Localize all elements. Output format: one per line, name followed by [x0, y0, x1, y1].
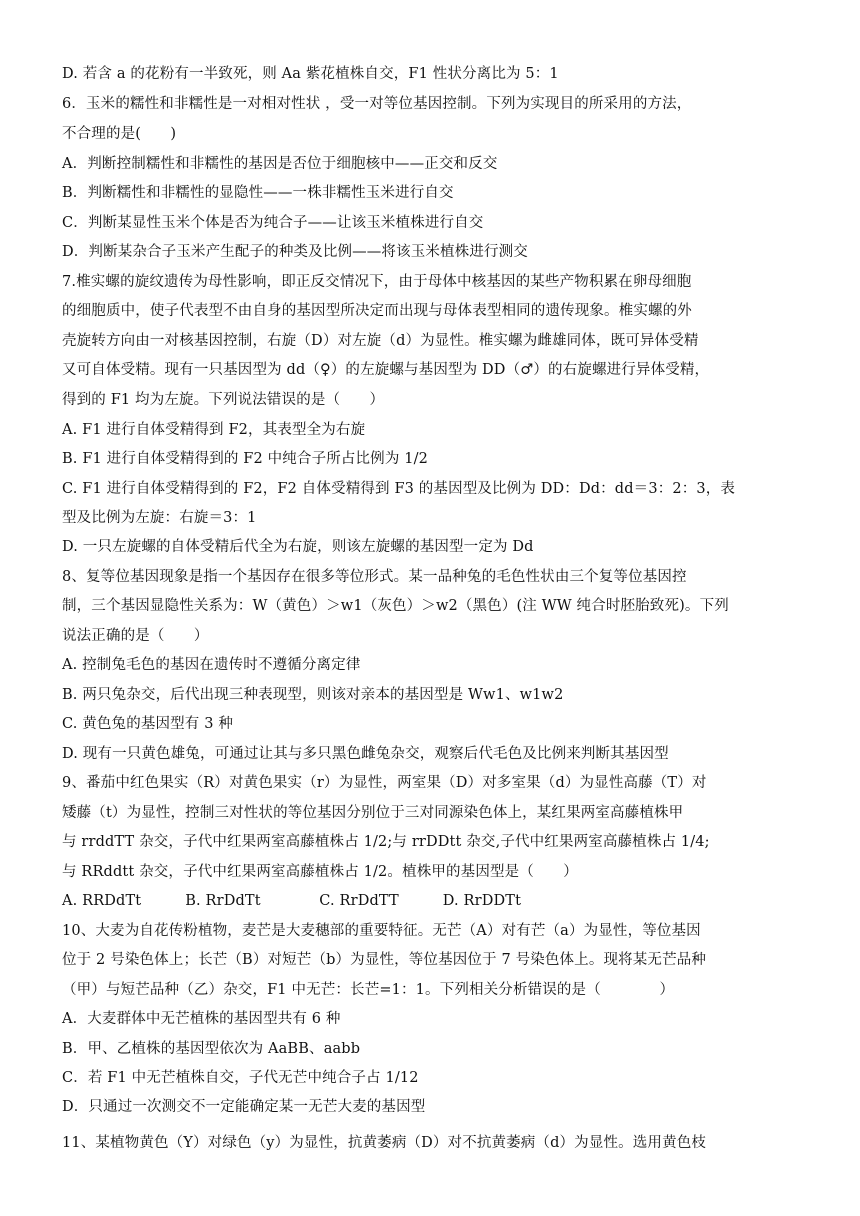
options-row: A. RRDdTt B. RrDdTt C. RrDdTT D. RrDDTt	[62, 893, 522, 909]
question-7-stem: 7.椎实螺的旋纹遗传为母性影响，即正反交情况下，由于母体中核基因的某些产物积累在卵母细胞	[62, 274, 692, 290]
text-line: 与 rrddTT 杂交，子代中红果两室高藤植株占 1/2;与 rrDDtt 杂交,子代中红果两室高藤植株占 1/4;	[62, 834, 710, 850]
option-a: A．大麦群体中无芒植株的基因型共有 6 种	[62, 1011, 341, 1027]
question-11-stem: 11、某植物黄色（Y）对绿色（y）为显性，抗黄萎病（D）对不抗黄萎病（d）为显性。选用黄色枝	[62, 1135, 707, 1151]
option-d: D. 现有一只黄色雄兔，可通过让其与多只黑色雌兔杂交，观察后代毛色及比例来判断其基因型	[62, 746, 669, 762]
text-line: 壳旋转方向由一对核基因控制，右旋（D）对左旋（d）为显性。椎实螺为雌雄同体，既可异体受精	[62, 333, 699, 349]
option-a: A．判断控制糯性和非糯性的基因是否位于细胞核中——正交和反交	[62, 156, 498, 172]
option-d: D. 一只左旋螺的自体受精后代全为右旋，则该左旋螺的基因型一定为 Dd	[62, 539, 534, 555]
text-line: 矮藤（t）为显性，控制三对性状的等位基因分别位于三对同源染色体上，某红果两室高藤植株甲	[62, 805, 684, 821]
option-b: B．判断糯性和非糯性的显隐性——一株非糯性玉米进行自交	[62, 185, 454, 201]
text-line: 与 RRddtt 杂交，子代中红果两室高藤植株占 1/2。植株甲的基因型是（ ）	[62, 864, 578, 880]
option-b: B. F1 进行自体受精得到的 F2 中纯合子所占比例为 1/2	[62, 451, 429, 467]
option-c: C．若 F1 中无芒植株自交，子代无芒中纯合子占 1/12	[62, 1070, 419, 1086]
text-line: 又可自体受精。现有一只基因型为 dd（♀）的左旋螺与基因型为 DD（♂）的右旋螺进行异体受精，	[62, 362, 710, 378]
text-line: 说法正确的是（ ）	[62, 628, 209, 644]
option-b: B. 两只兔杂交，后代出现三种表现型，则该对亲本的基因型是 Ww1、w1w2	[62, 687, 564, 703]
text-line: （甲）与短芒品种（乙）杂交，F1 中无芒：长芒=1：1。下列相关分析错误的是（ ）	[62, 982, 675, 998]
question-6-stem: 6．玉米的糯性和非糯性是一对相对性状 ，受一对等位基因控制。下列为实现目的所采用的方法，	[62, 96, 692, 112]
text-line: 制，三个基因显隐性关系为：W（黄色）＞w1（灰色）＞w2（黑色）(注 WW 纯合时胚胎致死)。下列	[62, 598, 729, 614]
text-line: 的细胞质中，使子代表型不由自身的基因型所决定而出现与母体表型相同的遗传现象。椎实螺的外	[62, 303, 692, 319]
text-line: 得到的 F1 均为左旋。下列说法错误的是（ ）	[62, 392, 385, 408]
text-line: D. 若含 a 的花粉有一半致死，则 Aa 紫花植株自交，F1 性状分离比为 5：1	[62, 66, 559, 82]
option-c: C. 黄色兔的基因型有 3 种	[62, 716, 233, 732]
option-d: D．只通过一次测交不一定能确定某一无芒大麦的基因型	[62, 1099, 426, 1115]
text-line: 位于 2 号染色体上；长芒（B）对短芒（b）为显性，等位基因位于 7 号染色体上。现将某无芒品种	[62, 952, 707, 968]
option-b: B．甲、乙植株的基因型依次为 AaBB、aabb	[62, 1041, 361, 1057]
text-line: 型及比例为左旋：右旋＝3：1	[62, 510, 257, 526]
option-a: A. 控制兔毛色的基因在遗传时不遵循分离定律	[62, 657, 361, 673]
option-c: C．判断某显性玉米个体是否为纯合子——让该玉米植株进行自交	[62, 215, 484, 231]
question-8-stem: 8、复等位基因现象是指一个基因存在很多等位形式。某一品种兔的毛色性状由三个复等位基因控	[62, 569, 687, 585]
option-c: C. F1 进行自体受精得到的 F2，F2 自体受精得到 F3 的基因型及比例为 DD：Dd：dd＝3：2：3，表	[62, 481, 736, 497]
option-a: A. F1 进行自体受精得到 F2，其表型全为右旋	[62, 422, 366, 438]
question-10-stem: 10、大麦为自花传粉植物，麦芒是大麦穗部的重要特征。无芒（A）对有芒（a）为显性，等位基因	[62, 923, 701, 939]
option-d: D．判断某杂合子玉米产生配子的种类及比例——将该玉米植株进行测交	[62, 244, 528, 260]
question-9-stem: 9、番茄中红色果实（R）对黄色果实（r）为显性，两室果（D）对多室果（d）为显性高藤（T）对	[62, 775, 707, 791]
text-line: 不合理的是( )	[62, 126, 177, 142]
